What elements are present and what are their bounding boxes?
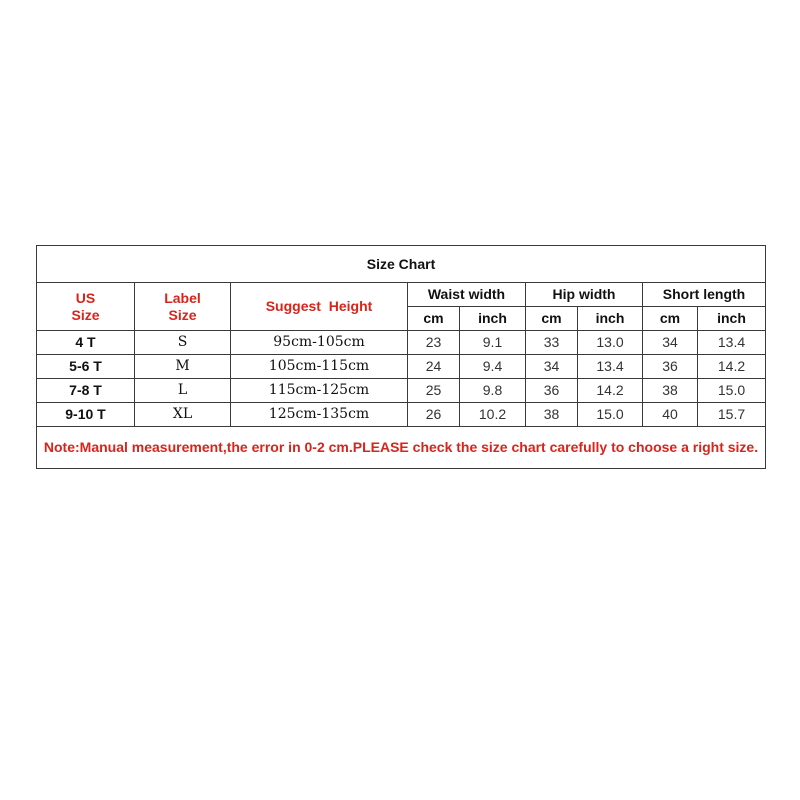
short-inch-cell: 14.2 [698, 355, 766, 379]
waist-cm-cell: 25 [408, 379, 460, 403]
header-hip-width: Hip width [526, 283, 643, 307]
unit-waist-inch: inch [460, 307, 526, 331]
header-label-size-line1: Label [164, 289, 201, 306]
label-size-cell: S [135, 331, 231, 355]
table-row [37, 379, 766, 403]
unit-short-inch: inch [698, 307, 766, 331]
waist-inch-cell: 9.1 [460, 331, 526, 355]
hip-inch-cell: 14.2 [578, 379, 643, 403]
height-cell: 95cm-105cm [231, 331, 408, 355]
table-row [37, 355, 766, 379]
short-inch-cell: 15.7 [698, 403, 766, 427]
unit-waist-cm: cm [408, 307, 460, 331]
hip-cm-cell: 38 [526, 403, 578, 427]
header-label-size [135, 283, 231, 331]
hip-cm-cell: 36 [526, 379, 578, 403]
us-size-cell: 7-8 T [37, 379, 135, 403]
height-cell: 115cm-125cm [231, 379, 408, 403]
hip-inch-cell: 13.0 [578, 331, 643, 355]
chart-title: Size Chart [37, 246, 766, 283]
waist-inch-cell: 9.4 [460, 355, 526, 379]
us-size-cell: 4 T [37, 331, 135, 355]
hip-cm-cell: 33 [526, 331, 578, 355]
height-cell: 105cm-115cm [231, 355, 408, 379]
label-size-cell: L [135, 379, 231, 403]
hip-inch-cell: 15.0 [578, 403, 643, 427]
short-cm-cell: 36 [643, 355, 698, 379]
unit-hip-inch: inch [578, 307, 643, 331]
header-us-size-line2: Size [71, 306, 100, 323]
hip-cm-cell: 34 [526, 355, 578, 379]
measurement-note: Note:Manual measurement,the error in 0-2 cm.PLEASE check the size chart carefully to choose a right size. [37, 427, 766, 469]
label-size-cell: XL [135, 403, 231, 427]
waist-inch-cell: 10.2 [460, 403, 526, 427]
short-inch-cell: 15.0 [698, 379, 766, 403]
waist-cm-cell: 24 [408, 355, 460, 379]
short-cm-cell: 38 [643, 379, 698, 403]
short-cm-cell: 34 [643, 331, 698, 355]
header-label-size-line2: Size [168, 306, 197, 323]
size-chart-table [36, 245, 766, 469]
header-us-size-line1: US [75, 289, 96, 306]
unit-short-cm: cm [643, 307, 698, 331]
header-us-size [37, 283, 135, 331]
waist-cm-cell: 23 [408, 331, 460, 355]
waist-cm-cell: 26 [408, 403, 460, 427]
short-inch-cell: 13.4 [698, 331, 766, 355]
table-row [37, 403, 766, 427]
header-short-length: Short length [643, 283, 766, 307]
label-size-cell: M [135, 355, 231, 379]
header-waist-width: Waist width [408, 283, 526, 307]
short-cm-cell: 40 [643, 403, 698, 427]
height-cell: 125cm-135cm [231, 403, 408, 427]
us-size-cell: 5-6 T [37, 355, 135, 379]
hip-inch-cell: 13.4 [578, 355, 643, 379]
unit-hip-cm: cm [526, 307, 578, 331]
waist-inch-cell: 9.8 [460, 379, 526, 403]
us-size-cell: 9-10 T [37, 403, 135, 427]
header-suggest-height: Suggest Height [231, 283, 408, 331]
table-row [37, 331, 766, 355]
